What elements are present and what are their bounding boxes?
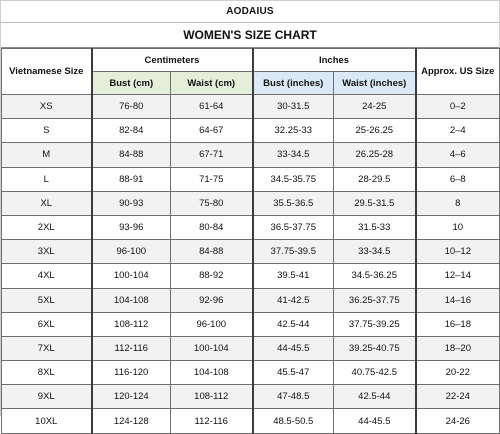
table-row — [2, 336, 500, 360]
cell-waist-inches: 29.5-31.5 — [334, 191, 416, 215]
cell-bust-inches: 48.5-50.5 — [253, 409, 334, 433]
cell-vietnamese-size: 8XL — [2, 361, 92, 385]
cell-vietnamese-size: 6XL — [2, 312, 92, 336]
table-row — [2, 264, 500, 288]
cell-approx-us-size: 24-26 — [416, 409, 500, 433]
cell-vietnamese-size: XS — [2, 95, 92, 119]
cell-approx-us-size: 0–2 — [416, 95, 500, 119]
header-waist-inches: Waist (inches) — [334, 72, 416, 95]
cell-approx-us-size: 4–6 — [416, 143, 500, 167]
cell-bust-cm: 108-112 — [92, 312, 171, 336]
cell-bust-cm: 116-120 — [92, 361, 171, 385]
cell-bust-cm: 124-128 — [92, 409, 171, 433]
header-vietnamese-size: Vietnamese Size — [2, 49, 92, 95]
cell-bust-cm: 100-104 — [92, 264, 171, 288]
cell-bust-cm: 104-108 — [92, 288, 171, 312]
cell-vietnamese-size: 4XL — [2, 264, 92, 288]
cell-approx-us-size: 8 — [416, 191, 500, 215]
cell-bust-cm: 88-91 — [92, 167, 171, 191]
cell-vietnamese-size: 2XL — [2, 215, 92, 239]
header-inches: Inches — [253, 49, 416, 72]
cell-waist-inches: 25-26.25 — [334, 119, 416, 143]
brand-name: AODAIUS — [1, 1, 499, 23]
cell-bust-inches: 42.5-44 — [253, 312, 334, 336]
size-table-header — [2, 49, 500, 95]
cell-bust-cm: 112-116 — [92, 336, 171, 360]
cell-vietnamese-size: 7XL — [2, 336, 92, 360]
header-centimeters: Centimeters — [92, 49, 253, 72]
cell-vietnamese-size: 10XL — [2, 409, 92, 433]
cell-bust-cm: 90-93 — [92, 191, 171, 215]
cell-vietnamese-size: XL — [2, 191, 92, 215]
cell-bust-inches: 45.5-47 — [253, 361, 334, 385]
table-row — [2, 167, 500, 191]
cell-bust-inches: 41-42.5 — [253, 288, 334, 312]
cell-waist-cm: 104-108 — [171, 361, 253, 385]
header-approx-us-size: Approx. US Size — [416, 49, 500, 95]
cell-waist-cm: 61-64 — [171, 95, 253, 119]
table-row — [2, 143, 500, 167]
header-bust-inches: Bust (inches) — [253, 72, 334, 95]
table-row — [2, 191, 500, 215]
table-row — [2, 361, 500, 385]
cell-bust-inches: 36.5-37.75 — [253, 215, 334, 239]
cell-waist-inches: 44-45.5 — [334, 409, 416, 433]
table-row — [2, 288, 500, 312]
cell-waist-inches: 39.25-40.75 — [334, 336, 416, 360]
cell-waist-cm: 64-67 — [171, 119, 253, 143]
cell-waist-cm: 108-112 — [171, 385, 253, 409]
cell-vietnamese-size: M — [2, 143, 92, 167]
cell-waist-cm: 112-116 — [171, 409, 253, 433]
table-row — [2, 119, 500, 143]
cell-bust-inches: 37.75-39.5 — [253, 240, 334, 264]
header-waist-cm: Waist (cm) — [171, 72, 253, 95]
cell-bust-inches: 35.5-36.5 — [253, 191, 334, 215]
table-row — [2, 240, 500, 264]
cell-bust-cm: 93-96 — [92, 215, 171, 239]
cell-waist-cm: 67-71 — [171, 143, 253, 167]
cell-waist-cm: 75-80 — [171, 191, 253, 215]
cell-waist-inches: 34.5-36.25 — [334, 264, 416, 288]
cell-approx-us-size: 16–18 — [416, 312, 500, 336]
cell-waist-cm: 92-96 — [171, 288, 253, 312]
cell-waist-cm: 100-104 — [171, 336, 253, 360]
cell-bust-inches: 32.25-33 — [253, 119, 334, 143]
size-table-body — [2, 95, 500, 434]
header-bust-cm: Bust (cm) — [92, 72, 171, 95]
cell-waist-inches: 37.75-39.25 — [334, 312, 416, 336]
cell-waist-inches: 31.5-33 — [334, 215, 416, 239]
cell-vietnamese-size: 5XL — [2, 288, 92, 312]
cell-bust-inches: 33-34.5 — [253, 143, 334, 167]
cell-waist-inches: 28-29.5 — [334, 167, 416, 191]
cell-approx-us-size: 6–8 — [416, 167, 500, 191]
table-row — [2, 312, 500, 336]
cell-waist-inches: 36.25-37.75 — [334, 288, 416, 312]
table-row — [2, 95, 500, 119]
cell-vietnamese-size: 3XL — [2, 240, 92, 264]
cell-bust-cm: 76-80 — [92, 95, 171, 119]
cell-bust-inches: 30-31.5 — [253, 95, 334, 119]
cell-waist-inches: 33-34.5 — [334, 240, 416, 264]
header-group-row — [2, 49, 500, 72]
size-table — [1, 48, 500, 434]
cell-waist-cm: 71-75 — [171, 167, 253, 191]
cell-bust-cm: 84-88 — [92, 143, 171, 167]
cell-waist-cm: 88-92 — [171, 264, 253, 288]
cell-approx-us-size: 22-24 — [416, 385, 500, 409]
cell-bust-inches: 44-45.5 — [253, 336, 334, 360]
cell-bust-inches: 39.5-41 — [253, 264, 334, 288]
cell-approx-us-size: 10 — [416, 215, 500, 239]
cell-bust-cm: 82-84 — [92, 119, 171, 143]
chart-title: WOMEN'S SIZE CHART — [1, 23, 499, 48]
cell-bust-cm: 120-124 — [92, 385, 171, 409]
cell-bust-cm: 96-100 — [92, 240, 171, 264]
cell-vietnamese-size: S — [2, 119, 92, 143]
cell-waist-inches: 42.5-44 — [334, 385, 416, 409]
cell-waist-inches: 24-25 — [334, 95, 416, 119]
cell-approx-us-size: 18–20 — [416, 336, 500, 360]
cell-vietnamese-size: 9XL — [2, 385, 92, 409]
cell-approx-us-size: 12–14 — [416, 264, 500, 288]
cell-bust-inches: 34.5-35.75 — [253, 167, 334, 191]
cell-waist-cm: 96-100 — [171, 312, 253, 336]
cell-waist-cm: 84-88 — [171, 240, 253, 264]
cell-waist-cm: 80-84 — [171, 215, 253, 239]
table-row — [2, 385, 500, 409]
cell-approx-us-size: 2–4 — [416, 119, 500, 143]
cell-waist-inches: 40.75-42.5 — [334, 361, 416, 385]
cell-approx-us-size: 20-22 — [416, 361, 500, 385]
cell-waist-inches: 26.25-28 — [334, 143, 416, 167]
cell-approx-us-size: 10–12 — [416, 240, 500, 264]
cell-vietnamese-size: L — [2, 167, 92, 191]
table-row — [2, 409, 500, 433]
cell-bust-inches: 47-48.5 — [253, 385, 334, 409]
cell-approx-us-size: 14–16 — [416, 288, 500, 312]
table-row — [2, 215, 500, 239]
